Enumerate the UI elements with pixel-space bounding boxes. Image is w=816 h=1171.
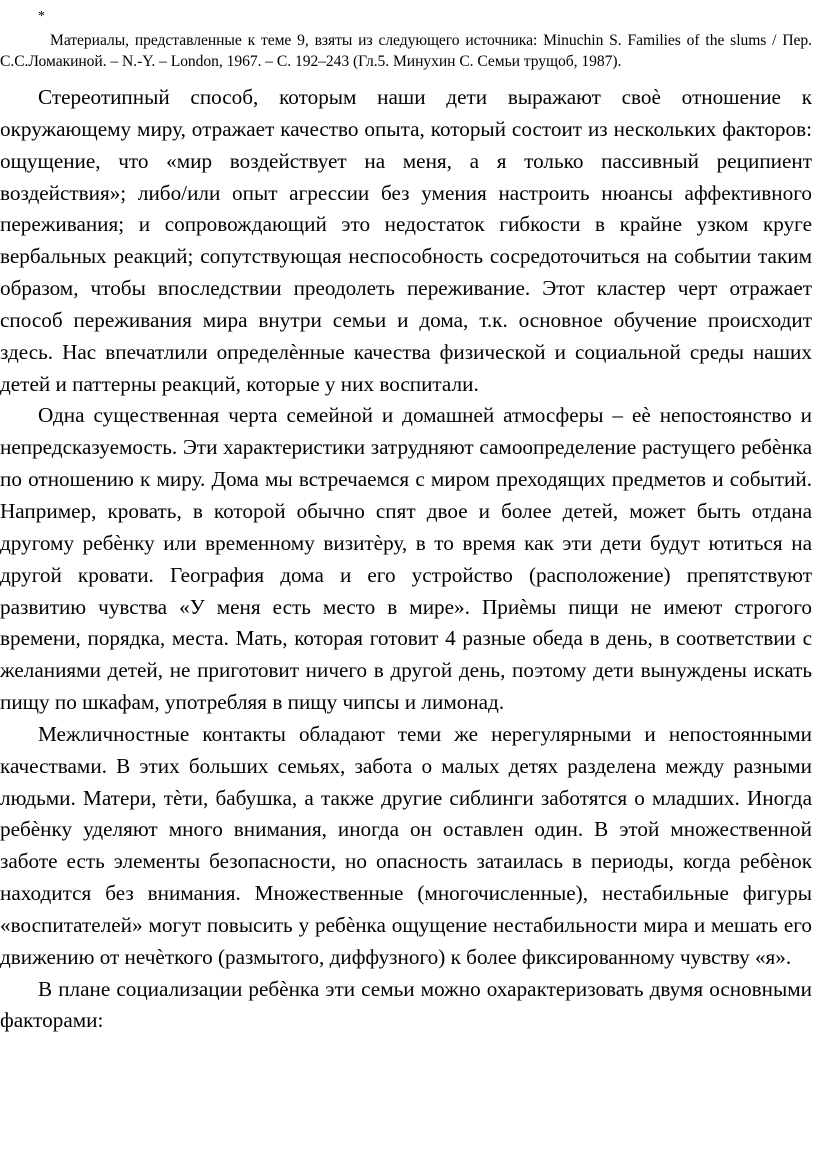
footnote-text: Материалы, представленные к теме 9, взяты из следующего источника: Minuchin S. Families of the slums / Пер. С.С.Ломакиной. – N.-Y. – London, 1967. – С. 192–243 (Гл.5. Минухин С. Семьи трущоб, 1987). bbox=[0, 32, 812, 70]
footnote-mark: * bbox=[38, 9, 45, 24]
paragraph-1: Стереотипный способ, которым наши дети выражают своѐ отношение к окружающему миру, отражает качество опыта, который состоит из нескольких факторов: ощущение, что «мир воздействует на меня, а я только пассивный реципиент воздействия»; либо/или опыт агрессии без умения настроить нюансы аффективного переживания; и сопровождающий это недостаток гибкости в крайне узком круге вербальных реакций; сопутствующая неспособность сосредоточиться на событии таким образом, чтобы впоследствии преодолеть переживание. Этот кластер черт отражает способ переживания мира внутри семьи и дома, т.к. основное обучение происходит здесь. Нас впечатлили определѐнные качества физической и социальной среды наших детей и паттерны реакций, которые у них воспитали. bbox=[0, 85, 812, 396]
paragraph-4: В плане социализации ребѐнка эти семьи можно охарактеризовать двумя основными факторами: bbox=[0, 976, 812, 1033]
paragraph-3: Межличностные контакты обладают теми же нерегулярными и непостоянными качествами. В этих больших семьях, забота о малых детях разделена между разными людьми. Матери, тѐти, бабушка, а также другие сиблинги заботятся о младших. Иногда ребѐнку уделяют много внимания, иногда он оставлен один. В этой множественной заботе есть элементы безопасности, но опасность затаилась в периоды, когда ребѐнок находится без внимания. Множественные (многочисленные), нестабильные фигуры «воспитателей» могут повысить у ребѐнка ощущение нестабильности мира и мешать его движению от нечѐткого (размытого, диффузного) к более фиксированному чувству «я». bbox=[0, 721, 812, 969]
body-text bbox=[0, 82, 812, 1037]
paragraph-2: Одна существенная черта семейной и домашней атмосферы – еѐ непостоянство и непредсказуемость. Эти характеристики затрудняют самоопределение растущего ребѐнка по отношению к миру. Дома мы встречаемся с миром преходящих предметов и событий. Например, кровать, в которой обычно спят двое и более детей, может быть отдана другому ребѐнку или временному визитѐру, в то время как эти дети будут ютиться на другой кровати. География дома и его устройство (расположение) препятствуют развитию чувства «У меня есть место в мире». Приѐмы пищи не имеют строгого времени, порядка, места. Мать, которая готовит 4 разные обеда в день, в соответствии с желаниями детей, не приготовит ничего в другой день, поэтому дети вынуждены искать пищу по шкафам, употребляя в пищу чипсы и лимонад. bbox=[0, 403, 812, 715]
